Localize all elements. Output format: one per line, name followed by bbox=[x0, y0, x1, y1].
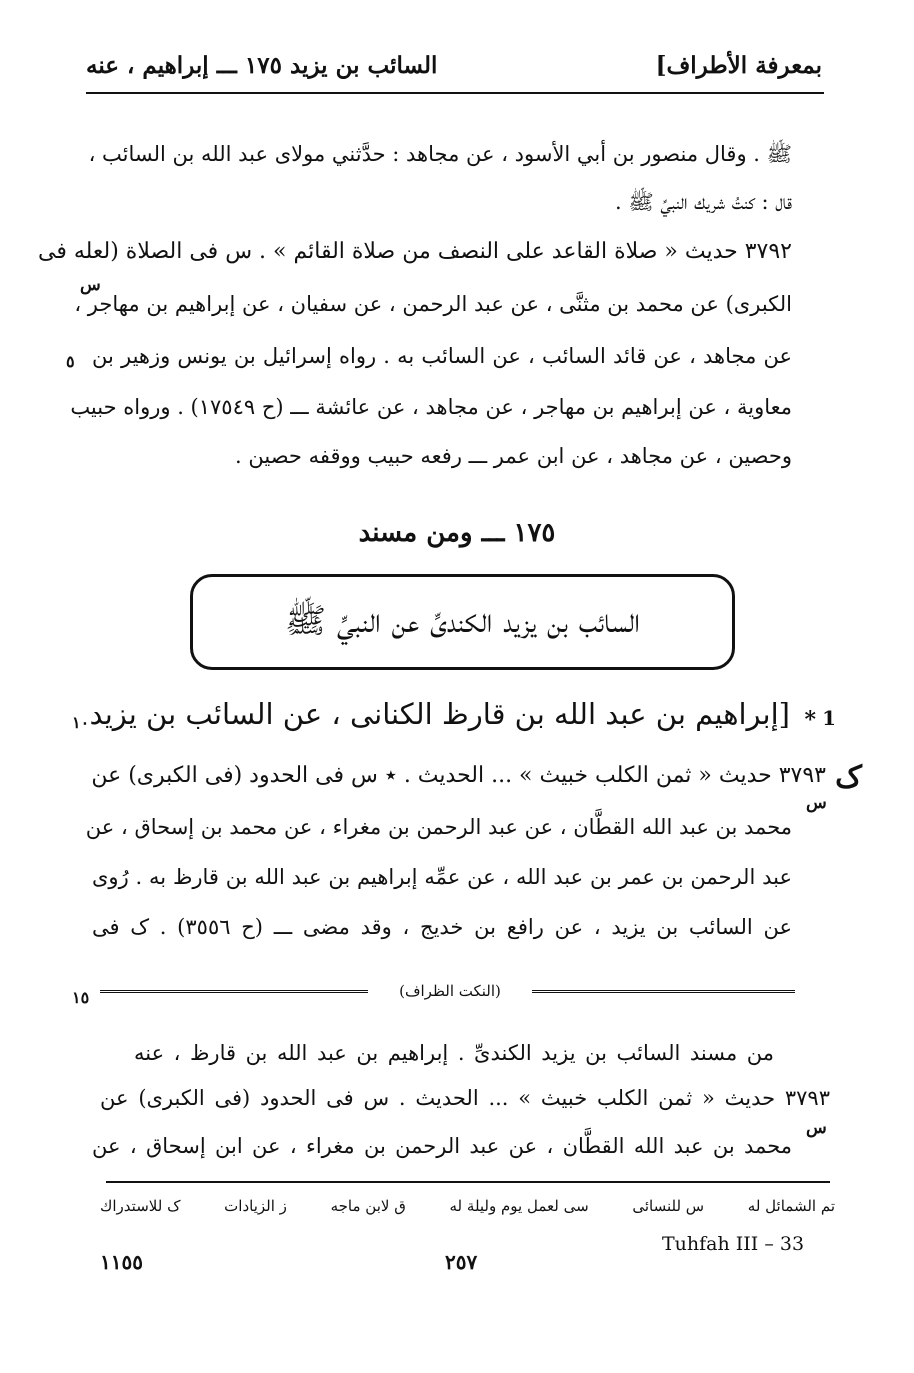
entry-number: 1 bbox=[822, 706, 836, 730]
line-number: ١٠ bbox=[72, 713, 90, 732]
separator-rule bbox=[100, 990, 368, 993]
margin-siglum: س bbox=[806, 1118, 827, 1138]
header-book-title: بمعرفة الأطراف] bbox=[655, 52, 822, 79]
text-line: محمد بن عبد الله القطَّان ، عن عبد الرحمن بن مغراء ، عن محمد بن إسحاق ، عن bbox=[85, 815, 792, 839]
text-line: عبد الرحمن بن عمر بن عبد الله ، عن عمِّه إبراهيم بن عبد الله بن قارظ به . رُوى bbox=[92, 865, 792, 889]
entry-heading: [إبراهيم بن عبد الله بن قارظ الكنانى ، عن السائب بن يزيد bbox=[89, 697, 790, 731]
note-line: من مسند السائب بن يزيد الكندىِّ . إبراهيم بن عبد الله بن قارظ ، عنه bbox=[134, 1041, 774, 1065]
marker-kaf: ک bbox=[835, 760, 862, 795]
text-line: ﷺ . وقال منصور بن أبي الأسود ، عن مجاهد : حدَّثني مولاى عبد الله بن السائب ، bbox=[88, 142, 792, 166]
box-title: السائب بن يزيد الكندىِّ عن النبيِّ ﷺ bbox=[285, 600, 640, 641]
header-rule bbox=[86, 92, 824, 94]
note-line: ٣٧٩٣ حديث « ثمن الكلب خبيث » ... الحديث . س فى الحدود (فى الكبرى) عن bbox=[100, 1086, 830, 1110]
legend-item: ز الزيادات bbox=[224, 1197, 287, 1215]
line-number: ١٥ bbox=[72, 988, 90, 1007]
text-line: الكبرى) عن محمد بن مثنَّى ، عن عبد الرحمن ، عن سفيان ، عن إبراهيم بن مهاجر ، bbox=[74, 292, 792, 316]
legend-item: سى لعمل يوم وليلة له bbox=[449, 1197, 589, 1215]
footer-rule bbox=[106, 1181, 830, 1183]
hadith-3793-line: ٣٧٩٣ حديث « ثمن الكلب خبيث » ... الحديث . ٭ س فى الحدود (فى الكبرى) عن bbox=[91, 763, 826, 788]
notes-separator bbox=[100, 982, 795, 1004]
running-page-number: ١١٥٥ bbox=[100, 1250, 143, 1274]
separator-label: (النكت الظراف) bbox=[399, 982, 501, 1000]
page-number: ٢٥٧ bbox=[445, 1250, 478, 1274]
margin-siglum: س bbox=[806, 793, 827, 813]
legend-item: ق لابن ماجه bbox=[330, 1197, 406, 1215]
header-running-title: السائب بن يزيد ١٧٥ ـــ إبراهيم ، عنه bbox=[86, 52, 438, 79]
legend-item: ک للاستدراك bbox=[100, 1197, 181, 1215]
text-line: وحصين ، عن مجاهد ، عن ابن عمر ـــ رفعه حبيب ووقفه حصين . bbox=[235, 444, 792, 468]
signature-mark: Tuhfah III – 33 bbox=[662, 1233, 805, 1255]
text-line: عن مجاهد ، عن قائد السائب ، عن السائب به . رواه إسرائيل بن يونس وزهير بن bbox=[92, 344, 792, 368]
separator-rule bbox=[532, 990, 795, 993]
legend-item: س للنسائى bbox=[632, 1197, 705, 1215]
margin-siglum: س bbox=[80, 275, 101, 295]
sigla-legend bbox=[100, 1197, 835, 1215]
entry-star: * bbox=[804, 707, 816, 733]
line-number: ٥ bbox=[66, 352, 75, 371]
legend-item: تم الشمائل له bbox=[747, 1197, 835, 1215]
text-line: معاوية ، عن إبراهيم بن مهاجر ، عن مجاهد ، عن عائشة ـــ (ح ١٧٥٤٩) . ورواه حبيب bbox=[70, 395, 792, 419]
section-heading: ١٧٥ ـــ ومن مسند bbox=[358, 518, 556, 548]
separator-label-text: النكت الظراف bbox=[404, 982, 496, 1000]
text-line: قال : كنتُ شريك النبيِّ ﷺ . bbox=[614, 190, 792, 214]
note-line: محمد بن عبد الله القطَّان ، عن عبد الرحمن بن مغراء ، عن ابن إسحاق ، عن bbox=[92, 1134, 792, 1158]
text-line: عن السائب بن يزيد ، عن رافع بن خديج ، وقد مضى ـــ (ح ٣٥٥٦) . ک فى bbox=[92, 915, 792, 939]
hadith-3792-line: ٣٧٩٢ حديث « صلاة القاعد على النصف من صلاة القائم » . س فى الصلاة (لعله فى bbox=[37, 239, 792, 264]
